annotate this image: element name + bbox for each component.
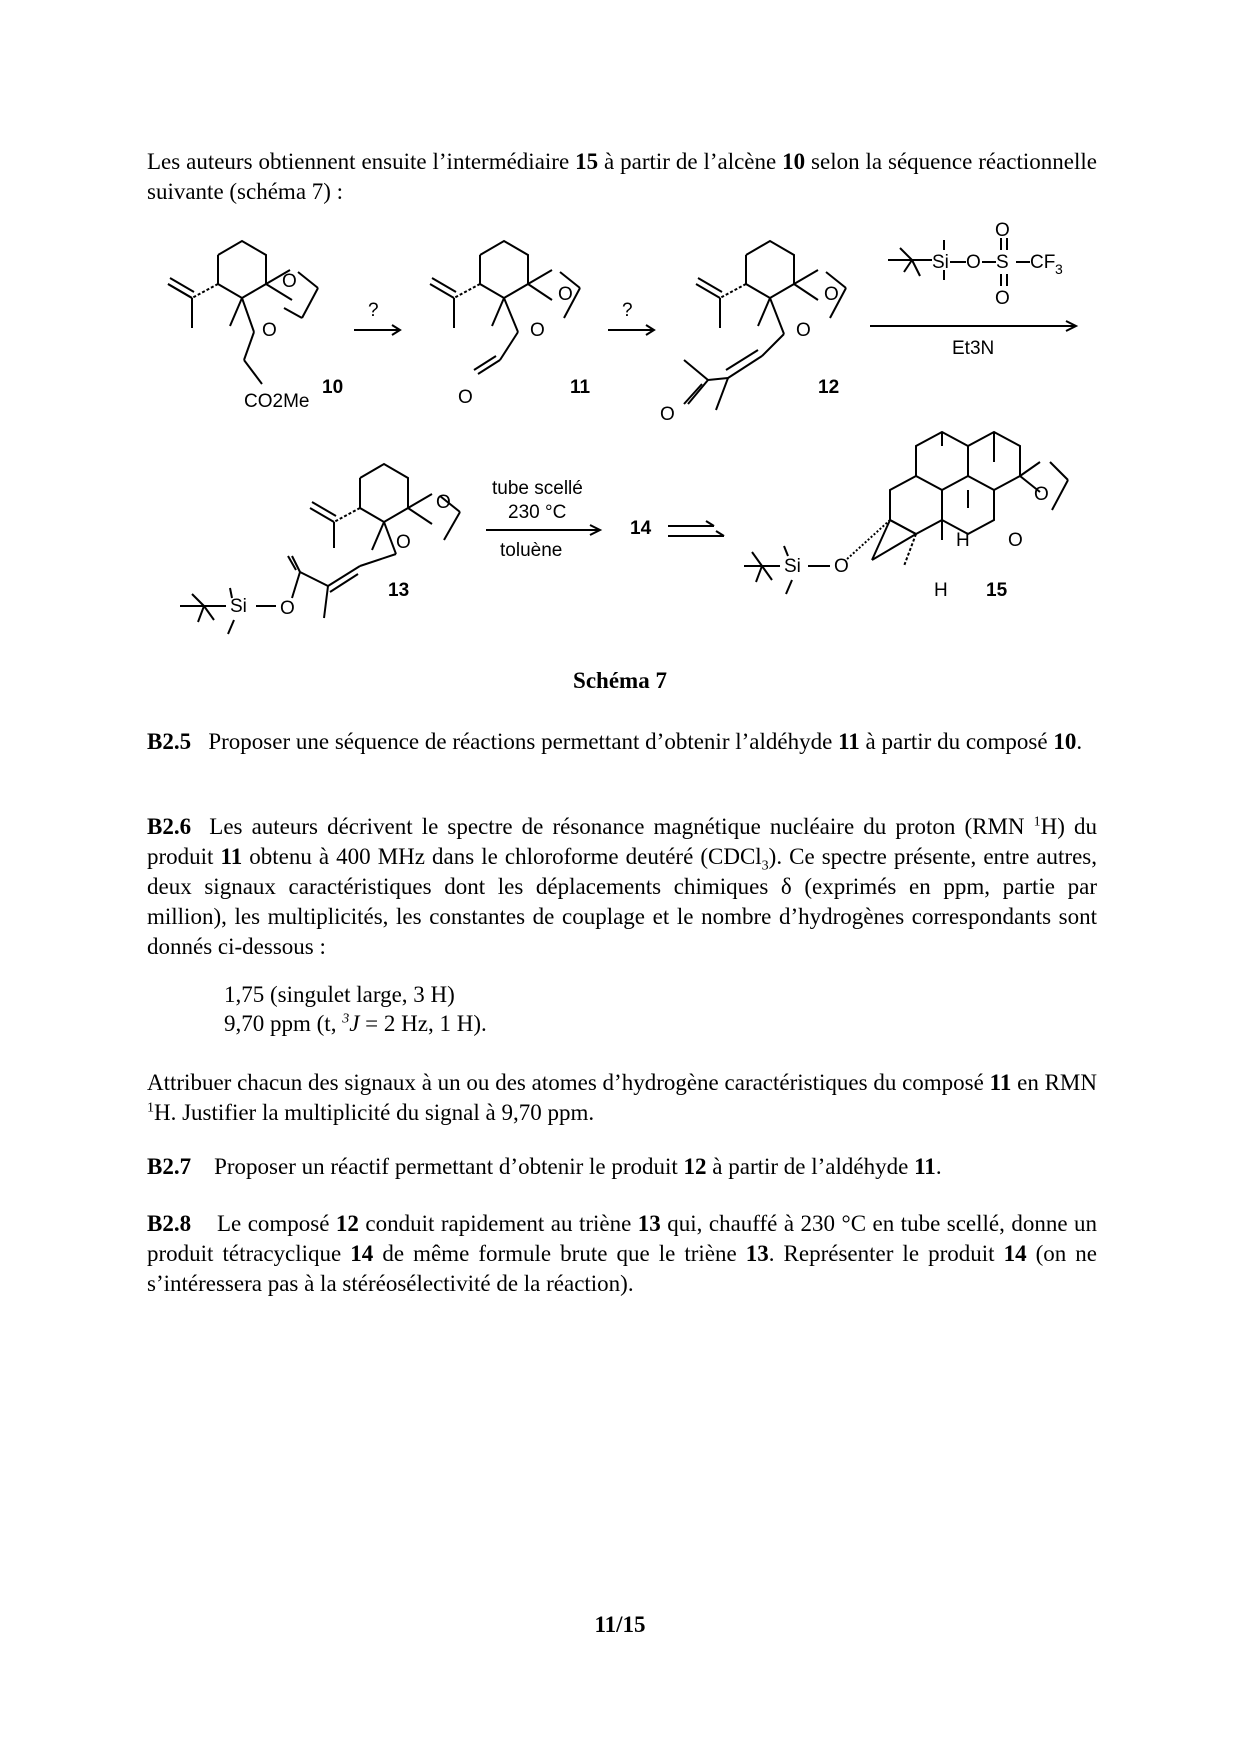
question-b2-6 bbox=[147, 812, 1097, 962]
reaction-scheme bbox=[0, 0, 1240, 660]
compound-label-14: 14 bbox=[630, 518, 652, 539]
question-text: de même formule brute que le triène bbox=[373, 1241, 746, 1266]
question-text: . Représenter le produit bbox=[768, 1241, 1004, 1266]
question-text: qui, chauffé à 230 °C en tube scellé, donne un produit tétracyclique bbox=[147, 1211, 1097, 1266]
compound-12-structure bbox=[660, 241, 846, 425]
group-label: CO2Me bbox=[244, 391, 310, 412]
compound-ref: 10 bbox=[782, 149, 806, 174]
compound-ref: 11 bbox=[914, 1154, 936, 1179]
atom-label: Si bbox=[784, 556, 801, 577]
compound-10-structure bbox=[168, 241, 343, 412]
atom-label: O bbox=[1034, 484, 1049, 505]
question-tag: B2.7 bbox=[147, 1154, 192, 1179]
atom-label: O bbox=[1008, 530, 1023, 551]
atom-label: O bbox=[966, 252, 981, 273]
compound-15-structure bbox=[744, 432, 1068, 601]
question-tag: B2.6 bbox=[147, 814, 192, 839]
superscript: 1 bbox=[1033, 814, 1041, 830]
signal-text: 9,70 ppm (t, bbox=[224, 1011, 343, 1036]
page-number: 11/15 bbox=[594, 1612, 646, 1637]
question-text: Proposer une séquence de réactions permettant d’obtenir l’aldéhyde bbox=[208, 729, 839, 754]
question-b2-6-instruction bbox=[147, 1068, 1097, 1128]
subscript: 3 bbox=[761, 858, 769, 874]
atom-subscript: 3 bbox=[1055, 261, 1063, 277]
superscript: 1 bbox=[147, 1100, 154, 1116]
atom-label: O bbox=[396, 532, 411, 553]
nmr-signal-1: 1,75 (singulet large, 3 H) bbox=[224, 982, 455, 1007]
scheme-caption: Schéma 7 bbox=[573, 668, 667, 693]
atom-label: Si bbox=[932, 252, 949, 273]
question-text: Les auteurs décrivent le spectre de résonance magnétique nucléaire du proton (RMN bbox=[209, 814, 1034, 839]
question-text: Le composé bbox=[216, 1211, 336, 1236]
atom-label: O bbox=[660, 404, 675, 425]
atom-label: O bbox=[262, 320, 277, 341]
compound-label-10: 10 bbox=[322, 377, 344, 398]
nmr-signal-2 bbox=[224, 1009, 487, 1039]
atom-label: O bbox=[995, 288, 1010, 309]
condition-label: 230 °C bbox=[508, 502, 567, 523]
atom-label: O bbox=[995, 220, 1010, 241]
condition-label: toluène bbox=[500, 540, 563, 561]
question-text: ). Ce spectre présente, entre autres, deux signaux caractéristiques dont les déplacements chimiques δ (exprimés en ppm, partie par million), les multiplicités, les constantes de couplage et le nombre d’hydrogènes correspondants sont donnés ci-dessous : bbox=[147, 844, 1097, 959]
question-text: Attribuer chacun des signaux à un ou des atomes d’hydrogène caractéristiques du composé bbox=[147, 1070, 990, 1095]
reagent-label: Et3N bbox=[952, 338, 995, 359]
question-text: à partir du composé bbox=[859, 729, 1054, 754]
atom-label: O bbox=[558, 284, 573, 305]
question-text: Proposer un réactif permettant d’obtenir le produit bbox=[214, 1154, 684, 1179]
intro-text: à partir de l’alcène bbox=[598, 149, 783, 174]
atom-label: H bbox=[956, 530, 970, 551]
atom-label: O bbox=[530, 320, 545, 341]
atom-label: O bbox=[824, 284, 839, 305]
compound-ref: 11 bbox=[989, 1070, 1012, 1095]
question-text: H) du produit bbox=[147, 814, 1098, 869]
compound-ref: 15 bbox=[575, 149, 599, 174]
compound-label-15: 15 bbox=[986, 580, 1008, 601]
question-text: conduit rapidement au triène bbox=[358, 1211, 638, 1236]
atom-label: O bbox=[280, 598, 295, 619]
question-tag: B2.8 bbox=[147, 1211, 192, 1236]
compound-label-11: 11 bbox=[570, 377, 591, 398]
signal-text: = 2 Hz, 1 H). bbox=[359, 1011, 487, 1036]
compound-ref: 14 bbox=[350, 1241, 374, 1266]
compound-ref: 13 bbox=[745, 1241, 769, 1266]
condition-label: tube scellé bbox=[492, 478, 583, 499]
atom-label: O bbox=[458, 387, 473, 408]
question-text: à partir de l’aldéhyde bbox=[706, 1154, 915, 1179]
compound-ref: 13 bbox=[637, 1211, 661, 1236]
question-text: (on ne s’intéressera pas à la stéréosélectivité de la réaction). bbox=[147, 1241, 1098, 1296]
question-text: en RMN bbox=[1011, 1070, 1097, 1095]
compound-ref: 12 bbox=[683, 1154, 707, 1179]
tbsotf-reagent bbox=[888, 220, 1063, 309]
atom-label: O bbox=[436, 492, 451, 513]
arrow-label: ? bbox=[622, 300, 633, 321]
atom-label: O bbox=[282, 271, 297, 292]
atom-label: S bbox=[996, 252, 1009, 273]
compound-ref: 11 bbox=[220, 844, 243, 869]
atom-label: H bbox=[934, 580, 948, 601]
compound-label-12: 12 bbox=[818, 377, 840, 398]
intro-text: Les auteurs obtiennent ensuite l’intermédiaire bbox=[147, 149, 576, 174]
question-text: . bbox=[1076, 729, 1083, 754]
compound-ref: 11 bbox=[838, 729, 860, 754]
question-tag: B2.5 bbox=[147, 729, 192, 754]
intro-text: selon la séquence réactionnelle suivante (schéma 7) : bbox=[147, 149, 1097, 204]
question-b2-8 bbox=[147, 1209, 1097, 1299]
compound-ref: 14 bbox=[1003, 1241, 1027, 1266]
compound-11-structure bbox=[430, 241, 591, 408]
compound-ref: 12 bbox=[335, 1211, 359, 1236]
superscript: 3 bbox=[342, 1011, 350, 1027]
group-label: CF bbox=[1030, 252, 1056, 273]
atom-label: O bbox=[834, 556, 849, 577]
compound-ref: 10 bbox=[1053, 729, 1077, 754]
question-text: . bbox=[935, 1154, 942, 1179]
atom-label: Si bbox=[230, 596, 247, 617]
atom-label: O bbox=[796, 320, 811, 341]
compound-13-structure bbox=[180, 464, 460, 634]
question-b2-7 bbox=[147, 1152, 1097, 1182]
question-text: H. Justifier la multiplicité du signal à 9,70 ppm. bbox=[154, 1100, 595, 1125]
coupling-symbol: J bbox=[349, 1011, 360, 1036]
arrow-label: ? bbox=[368, 300, 379, 321]
compound-label-13: 13 bbox=[388, 580, 410, 601]
question-text: obtenu à 400 MHz dans le chloroforme deutéré (CDCl bbox=[242, 844, 762, 869]
question-b2-5 bbox=[147, 727, 1097, 757]
